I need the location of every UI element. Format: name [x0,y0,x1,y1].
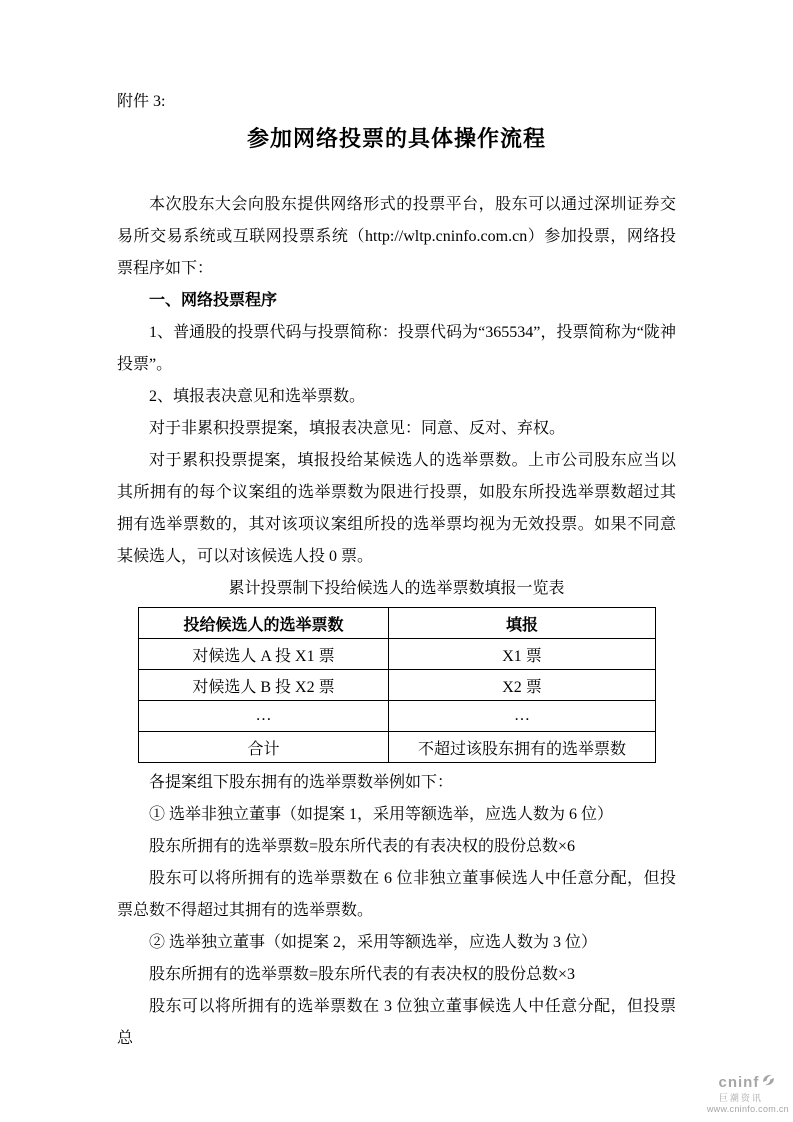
table-row [139,670,656,701]
section-heading-voting-procedure: 一、网络投票程序 [149,292,278,309]
cninfo-chinese-name: 巨潮资讯 [718,1093,763,1103]
table-header-row [139,608,656,639]
cninfo-logo [707,1072,789,1114]
cninfo-brand-row [719,1072,778,1092]
cninfo-url: www.cninfo.com.cn [706,1104,789,1114]
cninfo-brand-text: cninf [718,1073,760,1091]
vote-allocation-table [138,607,656,763]
table-cell: … [389,701,656,732]
paragraph-cumulative: 对于累积投票提案，填报投给某候选人的选举票数。上市公司股东应当以其所拥有的每个议案组的选举票数为限进行投票，如股东所投选举票数超过其拥有选举票数的，其对该项议案组所投的选举票均视为无效投票。如果不同意某候选人，可以对该候选人投 0 票。 [117,452,676,565]
cninfo-swirl-icon [760,1072,777,1092]
paragraph-examples-intro: 各提案组下股东拥有的选举票数举例如下： [149,774,454,791]
table-cell: 不超过该股东拥有的选举票数 [389,732,656,763]
paragraph-non-cumulative: 对于非累积投票提案，填报表决意见：同意、反对、弃权。 [149,420,566,437]
table-cell: … [139,701,389,732]
paragraph-non-independent-directors: ① 选举非独立董事（如提案 1，采用等额选举，应选人数为 6 位） [149,806,614,823]
table-row [139,639,656,670]
table-cell: 对候选人 A 投 X1 票 [139,639,389,670]
table-row [139,732,656,763]
paragraph-allocation-6: 股东可以将所拥有的选举票数在 6 位非独立董事候选人中任意分配，但投票总数不得超过其拥有的选举票数。 [117,870,676,919]
document-title: 参加网络投票的具体操作流程 [246,126,546,151]
attachment-label: 附件 3: [117,93,166,110]
table-cell: 合计 [139,732,389,763]
intro-paragraph: 本次股东大会向股东提供网络形式的投票平台，股东可以通过深圳证券交易所交易系统或互联网投票系统（http://wltp.cninfo.com.cn）参加投票，网络投票程序如下： [117,196,676,277]
table-cell: X2 票 [389,670,656,701]
table-row [139,701,656,732]
paragraph-vote-code: 1、普通股的投票代码与投票简称：投票代码为“365534”，投票简称为“陇神投票”。 [117,324,676,373]
table-caption: 累计投票制下投给候选人的选举票数填报一览表 [228,580,565,597]
paragraph-formula-x3: 股东所拥有的选举票数=股东所代表的有表决权的股份总数×3 [149,966,576,983]
paragraph-formula-x6: 股东所拥有的选举票数=股东所代表的有表决权的股份总数×6 [149,838,576,855]
table-cell: 对候选人 B 投 X2 票 [139,670,389,701]
table-header-votes: 投给候选人的选举票数 [139,608,389,639]
paragraph-independent-directors: ② 选举独立董事（如提案 2，采用等额选举，应选人数为 3 位） [149,934,598,951]
paragraph-allocation-3: 股东可以将所拥有的选举票数在 3 位独立董事候选人中任意分配，但投票总 [117,998,676,1047]
paragraph-fill-opinion: 2、填报表决意见和选举票数。 [149,388,366,405]
table-header-fill: 填报 [389,608,656,639]
table-cell: X1 票 [389,639,656,670]
